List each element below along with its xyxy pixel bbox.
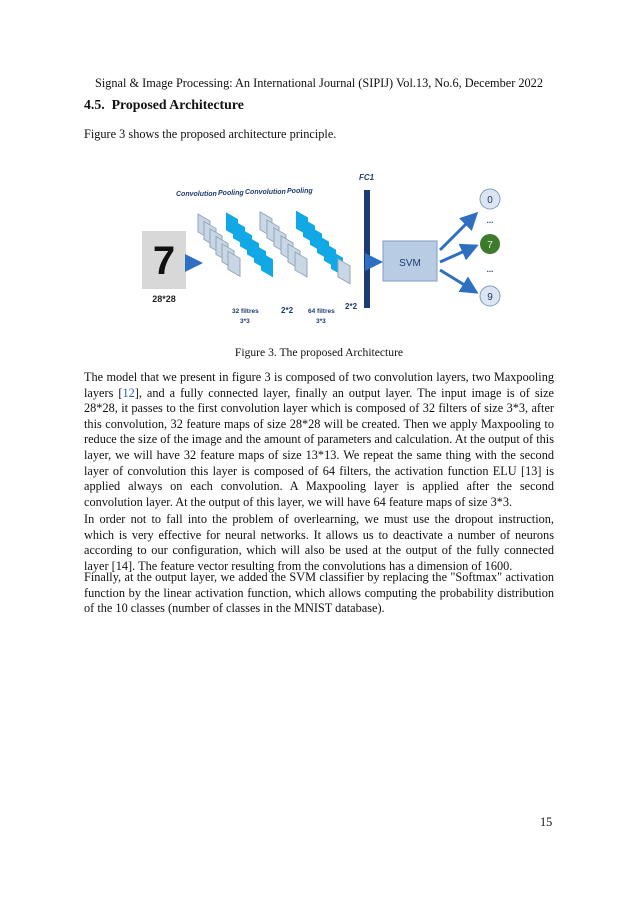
figure-caption: Figure 3. The proposed Architecture [234,346,404,359]
output-ellipsis-1: ... [486,216,494,225]
label-kernel-1: 3*3 [240,318,250,325]
section-title: Proposed Architecture [111,97,244,112]
paragraph-1-part-a: The model that we present in figure 3 is composed of two convolution layers, two Maxpooling layers [ [84,370,554,400]
svm-label: SVM [399,258,421,269]
label-convolution-1: Convolution [176,191,217,198]
section-heading [84,97,244,113]
output-label-9: 9 [487,292,493,303]
paragraph-dropout: In order not to fall into the problem of overlearning, we must use the dropout instruction, which is very effective for neural networks. It allows us to deactivate a number of neurons according to our configuration, which will also be used at the output of the fully connected layer [14]. The feature vector resulting from the convolutions has a dimension of 1600. [84,512,554,573]
architecture-figure [120,166,520,336]
architecture-diagram [120,166,520,336]
input-size-label: 28*28 [152,294,176,304]
section-number: 4.5. [84,97,105,112]
label-fc1: FC1 [359,173,375,182]
intro-sentence: Figure 3 shows the proposed architecture principle. [84,127,337,141]
output-ellipsis-2: ... [486,265,494,274]
label-kernel-2: 3*3 [316,318,326,325]
output-arrow-0 [440,214,476,250]
label-64-filters: 64 filtres [308,308,335,315]
label-pool-1: 2*2 [281,306,294,315]
page-number: 15 [540,815,553,829]
label-convolution-2: Convolution [245,189,286,196]
reference-link-12[interactable]: 12 [122,385,135,400]
output-label-7: 7 [487,240,493,251]
paragraph-1-part-b: ], and a fully connected layer, finally an output layer. The input image is of size 28*28, it passes to the first convolution layer which is composed of 32 filters of size 3*3, after this convolution, 32 feature maps of size 28*28 will be created. Then we apply Maxpooling to reduce the size of the image and the amount of parameters and calculation. At the output of this layer, we will have 32 feature maps of size 13*13. We repeat the same thing with the second layer of convolution this layer is composed of 64 filters, the activation function ELU [13] is applied always on each convolution. A Maxpooling layer is applied after the second convolution layer. At the output of this layer, we will have 64 feature maps of size 3*3. [84,385,555,509]
label-pooling-1: Pooling [218,190,244,197]
paragraph-architecture [84,370,554,510]
output-label-0: 0 [487,195,493,206]
label-pooling-2: Pooling [287,188,313,195]
label-pool-2: 2*2 [345,302,358,311]
fc1-bar [364,190,370,308]
output-arrow-9 [440,270,476,292]
label-32-filters: 32 filtres [232,308,259,315]
output-arrow-7 [440,246,476,262]
paragraph-svm-output: Finally, at the output layer, we added the SVM classifier by replacing the "Softmax" activation function by the linear activation function, which allows computing the probability distribution of the 10 classes (number of classes in the MNIST database). [84,570,554,616]
input-digit: 7 [152,239,176,283]
running-header: Signal & Image Processing: An International Journal (SIPIJ) Vol.13, No.6, December 2022 [95,76,543,90]
